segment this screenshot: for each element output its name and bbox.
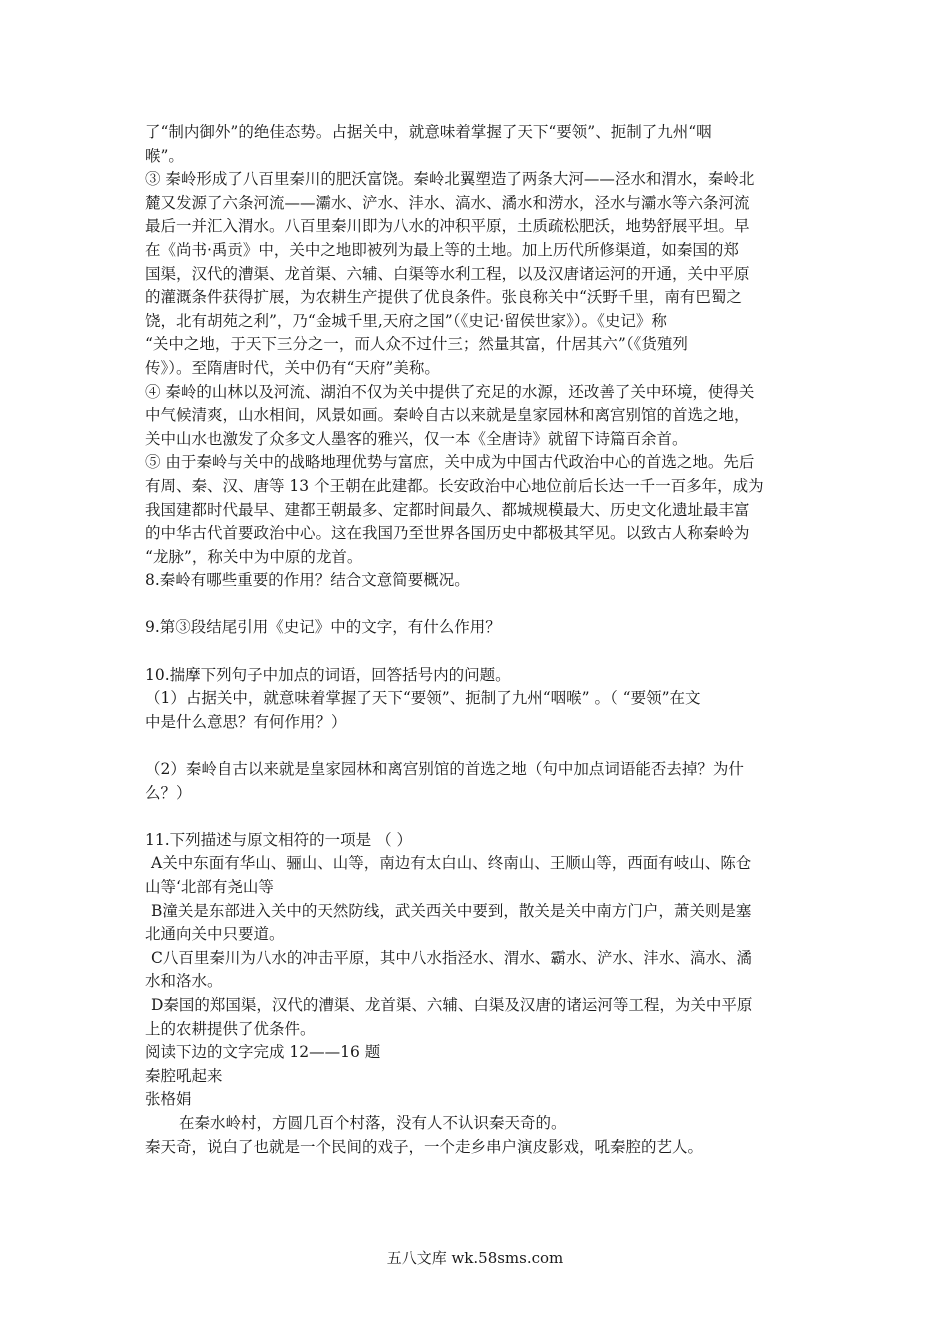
- question-10: 10.揣摩下列句子中加点的词语，回答括号内的问题。: [145, 665, 511, 684]
- footer-watermark: 五八文库 wk.58sms.com: [386, 1249, 564, 1267]
- text-line: 麓又发源了六条河流——灞水、浐水、沣水、滈水、潏水和涝水，泾水与灞水等六条河流: [145, 193, 750, 212]
- text-line: “龙脉”，称关中为中原的龙首。: [145, 547, 363, 566]
- text-line: 关中山水也激发了众多文人墨客的雅兴，仅一本《全唐诗》就留下诗篇百余首。: [145, 429, 688, 448]
- reading-instruction: 阅读下边的文字完成 12——16 题: [145, 1043, 381, 1062]
- text-line: 有周、秦、汉、唐等 13 个王朝在此建都。长安政治中心地位前后长达一千一百多年，成为: [145, 476, 764, 495]
- story-title: 秦腔吼起来: [145, 1066, 223, 1085]
- question-8: 8.秦岭有哪些重要的作用？结合文意简要概况。: [145, 571, 470, 590]
- option-c: C八百里秦川为八水的冲击平原，其中八水指泾水、渭水、霸水、浐水、沣水、滈水、潏: [151, 948, 752, 967]
- text-line: 了“制内御外”的绝佳态势。占据关中，就意味着掌握了天下“要领”、扼制了九州“咽: [145, 123, 712, 141]
- question-10-part-2: （2）秦岭自古以来就是皇家园林和离宫别馆的首选之地（句中加点词语能否去掉？为什: [145, 760, 744, 779]
- text-line: 传》）。至隋唐时代，关中仍有“天府”美称。: [145, 358, 440, 377]
- blank-line: [145, 734, 815, 758]
- option-d: D秦国的郑国渠，汉代的漕渠、龙首渠、六辅、白渠及汉唐的诸运河等工程，为关中平原: [151, 995, 753, 1014]
- text-line: 北通向关中只要道。: [145, 925, 285, 944]
- text-line: 国渠，汉代的漕渠、龙首渠、六辅、白渠等水利工程，以及汉唐诸运河的开通，关中平原: [145, 264, 750, 283]
- blank-line: [145, 593, 815, 617]
- blank-line: [145, 640, 815, 664]
- question-11: 11.下列描述与原文相符的一项是 （ ）: [145, 830, 413, 849]
- text-line: 的中华古代首要政治中心。这在我国乃至世界各国历史中都极其罕见。以致古人称秦岭为: [145, 524, 750, 543]
- text-line: 我国建都时代最早、建都王朝最多、定都时间最久、都城规模最大、历史文化遗址最丰富: [145, 500, 750, 519]
- text-line: 上的农耕提供了优条件。: [145, 1019, 316, 1038]
- text-line: 在《尚书·禹贡》中，关中之地即被列为最上等的土地。加上历代所修渠道，如秦国的郑: [145, 240, 739, 259]
- paragraph-4-line: ④ 秦岭的山林以及河流、湖泊不仅为关中提供了充足的水源，还改善了关中环境，使得关: [145, 382, 755, 401]
- text-line: 中是什么意思？有何作用？）: [145, 712, 347, 731]
- blank-line: [145, 805, 815, 829]
- option-b: B潼关是东部进入关中的天然防线，武关西关中要到，散关是关中南方门户，萧关则是塞: [151, 901, 752, 920]
- text-line: 饶，北有胡苑之利”，乃“金城千里,天府之国”（《史记·留侯世家》）。《史记》称: [145, 311, 667, 330]
- story-line: 秦天奇，说白了也就是一个民间的戏子，一个走乡串户演皮影戏，吼秦腔的艺人。: [145, 1137, 704, 1156]
- text-line: 水和洛水。: [145, 972, 223, 991]
- question-10-part-1: （1）占据关中，就意味着掌握了天下“要领”、扼制了九州“咽喉” 。（ “要领”在文: [145, 689, 701, 708]
- story-line: 在秦水岭村，方圆几百个村落，没有人不认识秦天奇的。: [179, 1113, 567, 1132]
- text-line: “关中之地，于天下三分之一，而人众不过什三；然量其富，什居其六”（《货殖列: [145, 335, 688, 354]
- option-a: A关中东面有华山、骊山、山等，南边有太白山、终南山、王顺山等，西面有岐山、陈仓: [151, 854, 752, 873]
- story-author: 张格娟: [145, 1090, 192, 1109]
- text-line: 中气候清爽，山水相间，风景如画。秦岭自古以来就是皇家园林和离宫别馆的首选之地，: [145, 406, 750, 425]
- question-9: 9.第③段结尾引用《史记》中的文字，有什么作用？: [145, 618, 501, 637]
- text-line: 的灌溉条件获得扩展，为农耕生产提供了优良条件。张良称关中“沃野千里，南有巴蜀之: [145, 288, 742, 307]
- paragraph-5-line: ⑤ 由于秦岭与关中的战略地理优势与富庶，关中成为中国古代政治中心的首选之地。先后: [145, 453, 755, 472]
- paragraph-3-line: ③ 秦岭形成了八百里秦川的肥沃富饶。秦岭北翼塑造了两条大河——泾水和渭水，秦岭北: [145, 170, 755, 189]
- text-line: 山等‘北部有尧山等: [145, 878, 274, 896]
- text-line: 最后一并汇入渭水。八百里秦川即为八水的冲积平原，土质疏松肥沃，地势舒展平坦。早: [145, 217, 750, 236]
- text-line: 喉”。: [145, 146, 184, 165]
- document-body: [145, 121, 815, 1159]
- text-line: 么？）: [145, 783, 192, 802]
